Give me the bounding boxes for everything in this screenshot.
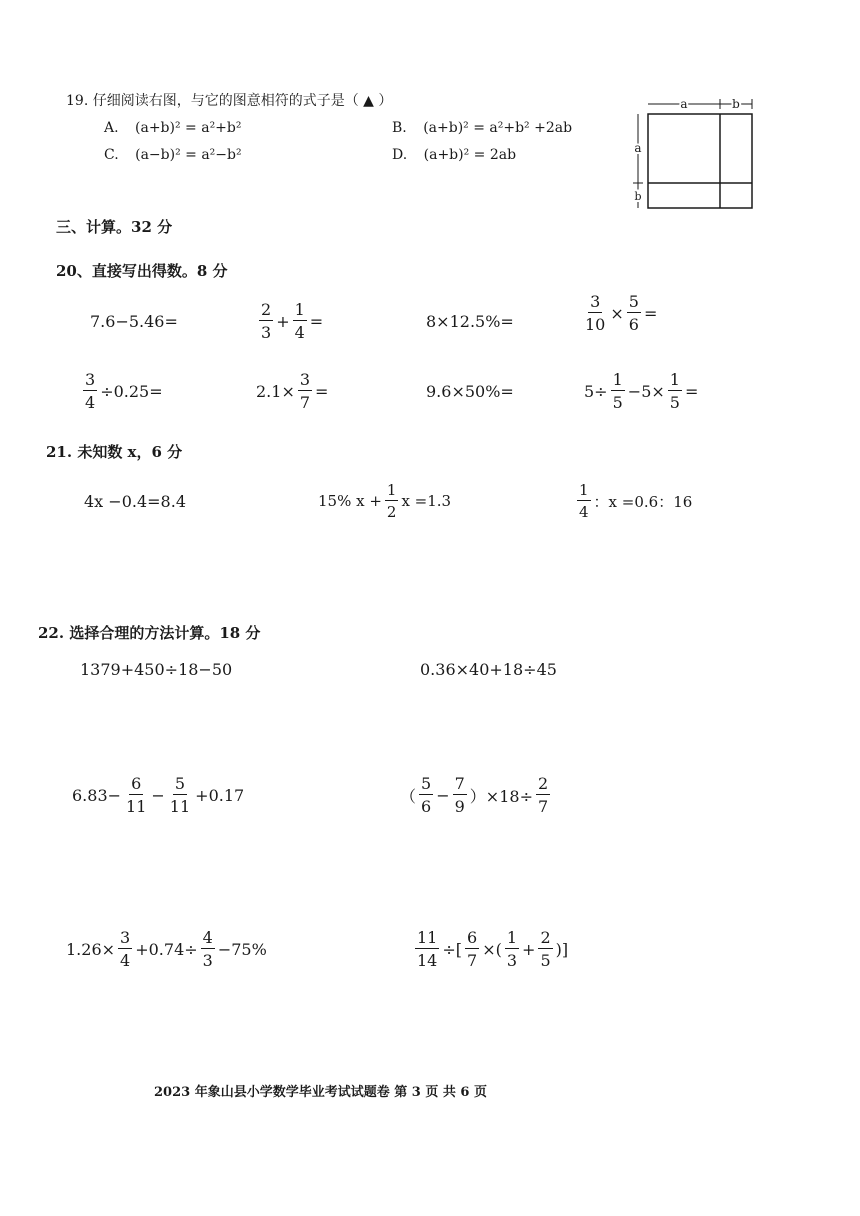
- equals: =: [643, 303, 658, 323]
- fraction: $\frac{3}{4}$: [85, 369, 96, 412]
- q21-equation-2: [318, 478, 451, 524]
- paren: （: [400, 786, 417, 806]
- expr-text: +0.17: [195, 785, 245, 805]
- equals: =: [684, 381, 699, 401]
- expr-text: 1.26×: [66, 939, 116, 959]
- option-text: (a+b)² = a²+b² +2ab: [423, 120, 573, 136]
- option-text: (a+b)² = a²+b²: [135, 120, 242, 136]
- option-label: D.: [392, 147, 408, 163]
- q20-item-7: [426, 368, 514, 414]
- expr-text: 4x −0.4=8.4: [84, 491, 186, 511]
- option-label: A.: [104, 120, 119, 136]
- label-a-left: a: [634, 141, 642, 155]
- outer-square: [648, 114, 752, 208]
- q19-option-b[interactable]: [392, 120, 572, 136]
- fraction: $\frac{2}{5}$: [540, 927, 551, 970]
- fraction: $\frac{11}{14}$: [417, 927, 438, 970]
- expr-text: ：x =0.6：16: [593, 492, 693, 511]
- equals: =: [315, 381, 329, 401]
- fraction: $\frac{5}{6}$: [421, 773, 432, 816]
- paren: )]: [555, 939, 569, 959]
- operator: +: [522, 939, 536, 959]
- operator: ÷0.25=: [100, 381, 163, 401]
- q22-expr-5: [66, 924, 267, 974]
- fraction: $\frac{3}{7}$: [299, 369, 311, 412]
- expr-text: 7.6−5.46=: [90, 311, 178, 331]
- q20-title: 20、直接写出得数。8 分: [56, 262, 228, 280]
- q22-expr-2: [420, 660, 557, 679]
- q20-item-5: [80, 368, 163, 414]
- q21-equation-1: [84, 478, 186, 524]
- expr-text: 0.36×40+18÷45: [420, 660, 557, 679]
- fraction: $\frac{1}{5}$: [669, 369, 680, 412]
- fraction: $\frac{6}{11}$: [126, 773, 147, 816]
- option-text: (a−b)² = a²−b²: [135, 147, 242, 163]
- expr-text: 6.83−: [72, 785, 122, 805]
- q20-item-4: [580, 290, 657, 336]
- fraction: $\frac{1}{4}$: [579, 480, 589, 521]
- expr-text: 1379+450÷18−50: [80, 660, 233, 679]
- operator: ×(: [482, 939, 502, 959]
- operator: ×: [610, 303, 624, 323]
- fraction: $\frac{2}{7}$: [537, 773, 549, 816]
- fraction: $\frac{3}{4}$: [120, 927, 131, 970]
- label-a-top: a: [680, 97, 688, 111]
- q20-item-2: [256, 298, 323, 344]
- operator: ÷[: [442, 939, 463, 959]
- option-label: C.: [104, 147, 119, 163]
- fraction: $\frac{1}{4}$: [294, 299, 305, 342]
- expr-text: 5÷: [584, 381, 608, 401]
- fraction: $\frac{3}{10}$: [585, 291, 606, 334]
- section-title: 三、计算。32 分: [56, 218, 173, 236]
- q20-item-8: [584, 368, 698, 414]
- fraction: $\frac{1}{3}$: [506, 927, 518, 970]
- expr-text: x =1.3: [401, 492, 452, 510]
- q21-title: 21. 未知数 x，6 分: [46, 443, 183, 461]
- expr-text: 9.6×50%=: [426, 381, 514, 401]
- q20-item-3: [426, 298, 514, 344]
- q19-stem: 19. 仔细阅读右图，与它的图意相符的式子是（ ▲ ）: [66, 93, 393, 109]
- q22-expr-1: [80, 660, 232, 679]
- q22-expr-6: [412, 924, 568, 974]
- q19-option-a[interactable]: [104, 120, 242, 136]
- label-b-left: b: [634, 190, 642, 203]
- square-diagram: [628, 94, 758, 216]
- fraction: $\frac{6}{7}$: [467, 927, 478, 970]
- q22-title: 22. 选择合理的方法计算。18 分: [38, 624, 261, 642]
- q19-option-d[interactable]: [392, 147, 516, 163]
- expr-text: +0.74÷: [135, 939, 198, 959]
- operator: −: [436, 785, 450, 805]
- q19-option-c[interactable]: [104, 147, 242, 163]
- label-b-top: b: [732, 97, 740, 111]
- q20-item-1: [90, 298, 178, 344]
- expr-text: 2.1×: [256, 381, 295, 401]
- page-footer: 2023 年象山县小学数学毕业考试试题卷 第 3 页 共 6 页: [154, 1085, 487, 1100]
- fraction: $\frac{4}{3}$: [202, 927, 213, 970]
- q22-expr-4: [400, 770, 553, 820]
- expr-text: 8×12.5%=: [426, 311, 514, 331]
- operator: −: [151, 785, 165, 805]
- expr-text: 15% x +: [318, 492, 382, 510]
- fraction: $\frac{7}{9}$: [454, 773, 465, 816]
- fraction: $\frac{2}{3}$: [261, 299, 272, 342]
- q20-item-6: [256, 368, 328, 414]
- option-text: (a+b)² = 2ab: [423, 147, 517, 163]
- fraction: $\frac{1}{5}$: [612, 369, 623, 412]
- fraction: $\frac{5}{6}$: [628, 291, 639, 334]
- operator: −5×: [627, 381, 665, 401]
- expr-text: −75%: [217, 939, 267, 959]
- q21-equation-3: [574, 478, 692, 524]
- operator: +: [276, 311, 290, 331]
- fraction: $\frac{1}{2}$: [386, 480, 397, 521]
- equals: =: [309, 311, 324, 331]
- expr-text: ）×18÷: [469, 786, 533, 806]
- fraction: $\frac{5}{11}$: [169, 773, 191, 816]
- q22-expr-3: [72, 770, 244, 820]
- option-label: B.: [392, 120, 407, 136]
